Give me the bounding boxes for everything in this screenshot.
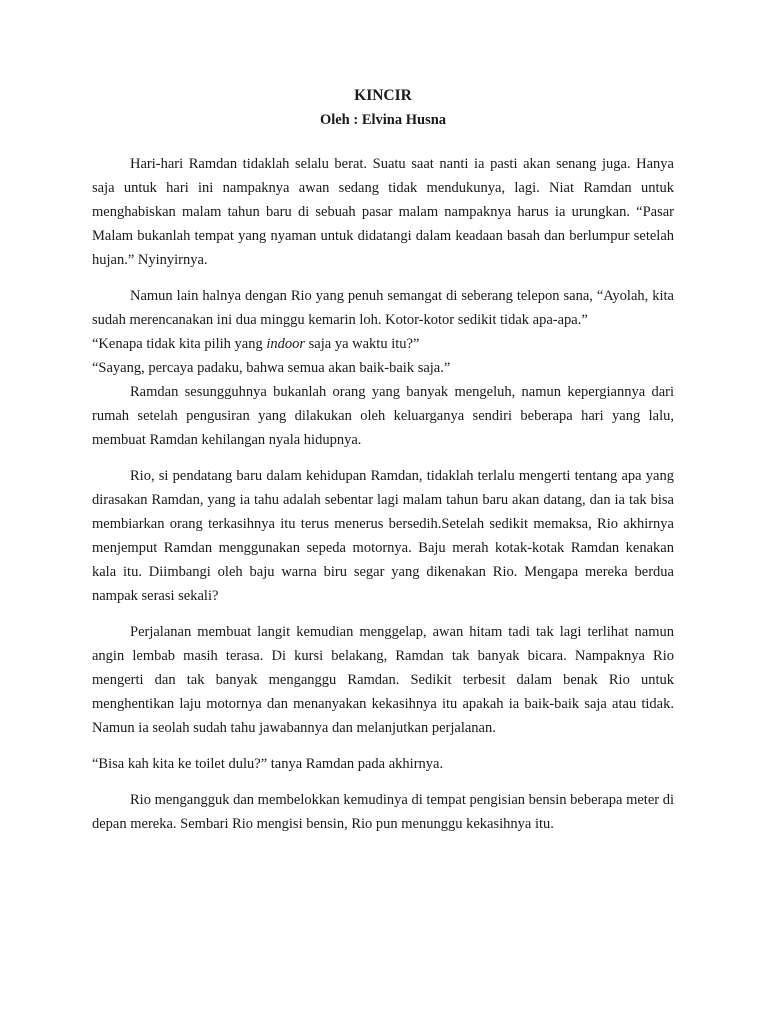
dialogue-sayang: “Sayang, percaya padaku, bahwa semua akan baik-baik saja.” — [92, 360, 451, 376]
paragraph-5: Perjalanan membuat langit kemudian menggelap, awan hitam tadi tak lagi terlihat namun angin lembab masih terasa. Di kursi belakang, Ramdan tak banyak bicara. Nampaknya Rio mengerti dan tak banyak menganggu Ramdan. Sedikit terbesit dalam benak Rio untuk menghentikan laju motornya dan menanyakan kekasihnya itu apakah ia baik-baik saja atau tidak. Namun ia seolah sudah tahu jawabannya dan melanjutkan perjalanan. — [92, 624, 674, 736]
document-page — [92, 84, 674, 836]
paragraph-3: Ramdan sesungguhnya bukanlah orang yang banyak mengeluh, namun kepergiannya dari rumah setelah pengusiran yang dilakukan oleh keluarganya sendiri beberapa hari yang lalu, membuat Ramdan kehilangan nyala hidupnya. — [92, 384, 674, 448]
paragraph-4: Rio, si pendatang baru dalam kehidupan Ramdan, tidaklah terlalu mengerti tentang apa yang dirasakan Ramdan, yang ia tahu adalah sebentar lagi malam tahun baru akan datang, dan ia tak bisa membiarkan orang terkasihnya itu terus menerus bersedih.Setelah sedikit memaksa, Rio akhirnya menjemput Ramdan menggunakan sepeda motornya. Baju merah kotak-kotak Ramdan kenakan kala itu. Diimbangi oleh baju warna biru segar yang dikenakan Rio. Mengapa mereka berdua nampak serasi sekali? — [92, 468, 674, 604]
story-author: Oleh : Elvina Husna — [319, 112, 447, 128]
paragraph-2: Namun lain halnya dengan Rio yang penuh semangat di seberang telepon sana, “Ayolah, kita sudah merencanakan ini dua minggu kemarin loh. Kotor-kotor sedikit tidak apa-apa.” — [92, 288, 674, 328]
paragraph-6: Rio mengangguk dan membelokkan kemudinya di tempat pengisian bensin beberapa meter di depan mereka. Sembari Rio mengisi bensin, Rio pun menunggu kekasihnya itu. — [92, 792, 675, 832]
dialogue-indoor — [92, 332, 674, 356]
paragraph-1: Hari-hari Ramdan tidaklah selalu berat. Suatu saat nanti ia pasti akan senang juga. Hanya saja untuk hari ini nampaknya awan sedang tidak mendukunya, lagi. Niat Ramdan untuk menghabiskan malam tahun baru di sebuah pasar malam nampaknya harus ia urungkan. “Pasar Malam bukanlah tempat yang nyaman untuk didatangi dalam keadaan basah dan berlumpur setelah hujan.” Nyinyirnya. — [92, 156, 674, 268]
dialogue-toilet: “Bisa kah kita ke toilet dulu?” tanya Ramdan pada akhirnya. — [92, 756, 444, 772]
dialogue-indoor-italic: indoor — [266, 336, 306, 352]
dialogue-indoor-after: saja ya waktu itu?” — [305, 336, 420, 352]
dialogue-indoor-before: “Kenapa tidak kita pilih yang — [92, 336, 267, 352]
story-title: KINCIR — [354, 87, 412, 104]
